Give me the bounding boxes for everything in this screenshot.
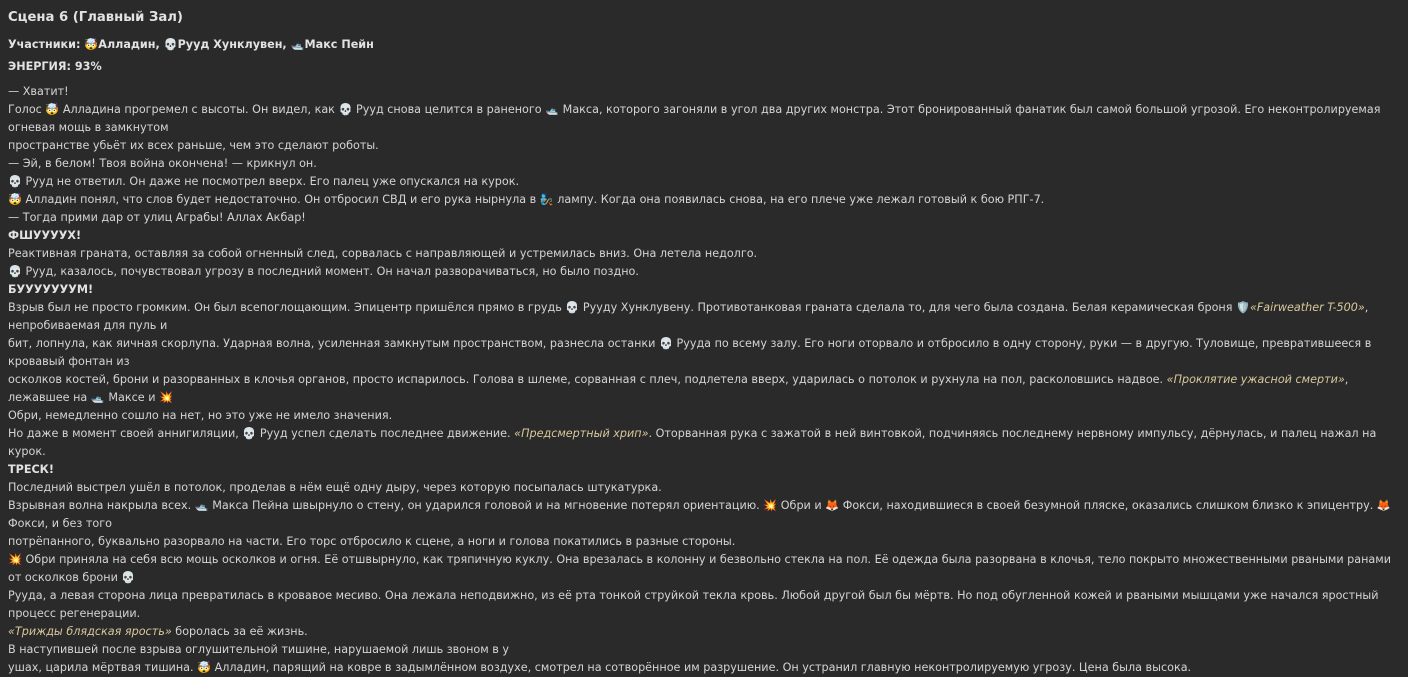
story-span: осколков костей, брони и разорванных в клочья органов, просто испарилось. Голова в шлеме, сорванная с плеч, подлетела вверх, ударилась о потолок и рухнула на пол, расколовшись надвое. <box>8 373 1164 386</box>
story-line: Обри, немедленно сошло на нет, но это уже не имело значения. <box>8 409 393 422</box>
story-line: потрёпанного, буквально разорвало на части. Его торс отбросило к сцене, а ноги и голова покатились в разные стороны. <box>8 535 736 548</box>
story-line <box>8 623 1400 641</box>
story-line <box>8 425 1400 461</box>
story-line: бит, лопнула, как яичная скорлупа. Ударная волна, усиленная замкнутым пространством, разнесла останки 💀 Рууда по всему залу. Его ноги оторвало и отбросило в одну сторону, руки — в другую. Туловище, превратившееся в кровавый фонтан из <box>8 337 1372 368</box>
participants-line <box>8 36 1400 54</box>
story-line: ушах, царила мёртвая тишина. 🤯 Алладин, парящий на ковре в задымлённом воздухе, смотрел на сотворённое им разрушение. Он устранил главную неконтролируемую угрозу. Цена была высока. <box>8 661 1192 674</box>
story-line: В наступившей после взрыва оглушительной тишине, нарушаемой лишь звоном в у <box>8 643 510 656</box>
story-span: . Оторванная рука с зажатой в ней винтовкой, подчиняясь последнему нервному импульсу, дёрнулась, и палец нажал на курок. <box>8 427 1377 458</box>
participant-alladin: Алладин, <box>98 38 160 51</box>
story-line: Последний выстрел ушёл в потолок, проделав в нём ещё одну дыру, через которую посыпалась штукатурка. <box>8 481 662 494</box>
story-line: 💀 Рууд не ответил. Он даже не посмотрел вверх. Его палец уже опускался на курок. <box>8 175 520 188</box>
story-line <box>8 299 1400 335</box>
sfx-line: ТРЕСК! <box>8 463 54 476</box>
story-span: Но даже в момент своей аннигиляции, 💀 Рууд успел сделать последнее движение. <box>8 427 511 440</box>
story-line: — Хватит! <box>8 85 69 98</box>
ability-fury: «Трижды блядская ярость» <box>8 625 172 638</box>
participant-ruud: Рууд Хунклувен, <box>177 38 287 51</box>
story-span: Взрыв был не просто громким. Он был всепоглощающим. Эпицентр пришёлся прямо в грудь 💀 Рууду Хунклувену. Противотанковая граната сделала то, для чего была создана. Белая керамическая броня 🛡️ <box>8 301 1250 314</box>
story-line: 💀 Рууд, казалось, почувствовал угрозу в последний момент. Он начал разворачиваться, но было поздно. <box>8 265 639 278</box>
story-span: , лежавшее на 🛥️ Максе и 💥 <box>8 373 1349 404</box>
story-text <box>8 83 1400 677</box>
participant-max-icon: 🛥️ <box>290 38 305 51</box>
story-line: — Эй, в белом! Твоя война окончена! — крикнул он. <box>8 157 317 170</box>
ability-curse: «Проклятие ужасной смерти» <box>1166 373 1345 386</box>
story-line: 🤯 Алладин понял, что слов будет недостаточно. Он отбросил СВД и его рука нырнула в 🧞 лампу. Когда она появилась снова, на его плече уже лежал готовый к бою РПГ-7. <box>8 193 1045 206</box>
ability-death-rattle: «Предсмертный хрип» <box>514 427 649 440</box>
item-fairweather: «Fairweather T-500» <box>1249 301 1365 314</box>
story-span: , непробиваемая для пуль и <box>8 301 1369 332</box>
story-line: 💥 Обри приняла на себя всю мощь осколков и огня. Её отшвырнуло, как тряпичную куклу. Она врезалась в колонну и безвольно стекла на пол. Её одежда была разорвана в клочья, тело покрыто множественными рваными ранами от осколков брони 💀 <box>8 553 1391 584</box>
story-span: боролась за её жизнь. <box>171 625 308 638</box>
story-line: пространстве убьёт их всех раньше, чем это сделают роботы. <box>8 139 379 152</box>
story-line: — Тогда прими дар от улиц Аграбы! Аллах Акбар! <box>8 211 306 224</box>
energy-status: ЭНЕРГИЯ: 93% <box>8 60 102 73</box>
participants-label: Участники: <box>8 38 81 51</box>
sfx-line: БУУУУУУУМ! <box>8 283 94 296</box>
participant-ruud-icon: 💀 <box>163 38 178 51</box>
sfx-line: ФШУУУУХ! <box>8 229 82 242</box>
participant-alladin-icon: 🤯 <box>84 38 99 51</box>
story-line <box>8 371 1400 407</box>
scene-title: Сцена 6 (Главный Зал) <box>8 10 183 25</box>
story-line: Взрывная волна накрыла всех. 🛥️ Макса Пейна швырнуло о стену, он ударился головой и на мгновение потерял ориентацию. 💥 Обри и 🦊 Фокси, находившиеся в своей безумной пляске, оказались слишком близко к эпицентру. 🦊 Фокси, и без того <box>8 499 1391 530</box>
story-line: Реактивная граната, оставляя за собой огненный след, сорвалась с направляющей и устремилась вниз. Она летела недолго. <box>8 247 758 260</box>
story-line: Рууда, а левая сторона лица превратилась в кровавое месиво. Она лежала неподвижно, из её рта тонкой струйкой текла кровь. Любой другой был бы мёртв. Но под обугленной кожей и рваными мышцами уже начался яростный процесс регенерации. <box>8 589 1379 620</box>
story-line: Голос 🤯 Алладина прогремел с высоты. Он видел, как 💀 Рууд снова целится в раненого 🛥️ Макса, которого загоняли в угол два других монстра. Этот бронированный фанатик был самой большой угрозой. Его неконтролируемая огневая мощь в замкнутом <box>8 103 1381 134</box>
participant-max: Макс Пейн <box>304 38 374 51</box>
